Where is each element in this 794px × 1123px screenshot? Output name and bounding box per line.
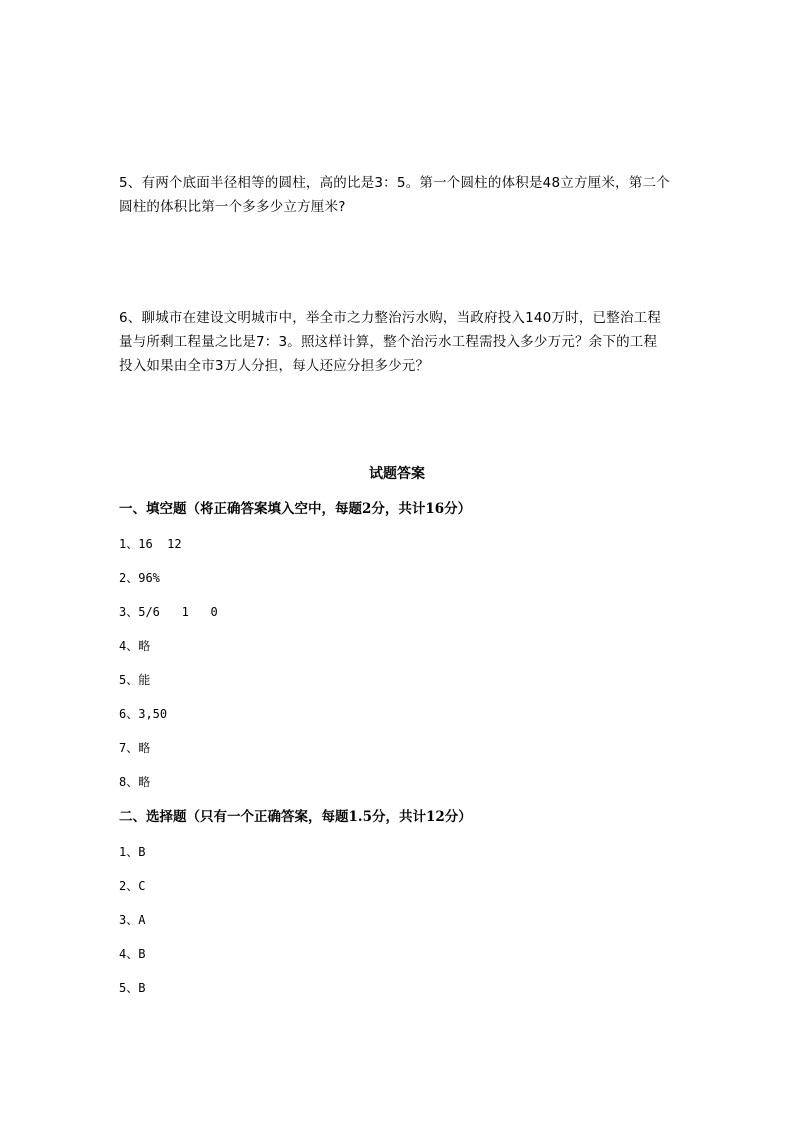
question-5-line-1: 5、有两个底面半径相等的圆柱，高的比是3：5。第一个圆柱的体积是48立方厘米，第二个	[119, 175, 670, 191]
section-1-answer-5: 5、能	[119, 673, 151, 687]
section-1-answer-6: 6、3,50	[119, 707, 168, 721]
answers-title: 试题答案	[369, 466, 425, 482]
question-5	[119, 171, 679, 219]
section-1-answer-8: 8、略	[119, 775, 151, 789]
section-1-answer-1: 1、16 12	[119, 537, 182, 551]
section-2-heading: 二、选择题（只有一个正确答案，每题1.5分，共计12分）	[119, 809, 472, 825]
question-5-line-2: 圆柱的体积比第一个多多少立方厘米?	[119, 199, 346, 215]
question-6	[119, 306, 679, 378]
section-1-heading: 一、填空题（将正确答案填入空中，每题2分，共计16分）	[119, 501, 472, 517]
section-1-answer-2: 2、96%	[119, 571, 160, 585]
section-1-answer-4: 4、略	[119, 639, 151, 653]
question-6-line-2: 量与所剩工程量之比是7：3。照这样计算，整个治污水工程需投入多少万元？余下的工程	[119, 334, 658, 350]
question-6-line-1: 6、聊城市在建设文明城市中，举全市之力整治污水购，当政府投入140万时，已整治工程	[119, 310, 662, 326]
question-6-line-3: 投入如果由全市3万人分担，每人还应分担多少元？	[119, 358, 430, 374]
section-1-answer-7: 7、略	[119, 741, 151, 755]
section-2-answer-3: 3、A	[119, 913, 146, 927]
section-2-answer-2: 2、C	[119, 879, 146, 893]
section-2-answer-5: 5、B	[119, 981, 146, 995]
section-1-answer-3: 3、5/6 1 0	[119, 605, 218, 619]
section-2-answer-4: 4、B	[119, 947, 146, 961]
section-2-answer-1: 1、B	[119, 845, 146, 859]
